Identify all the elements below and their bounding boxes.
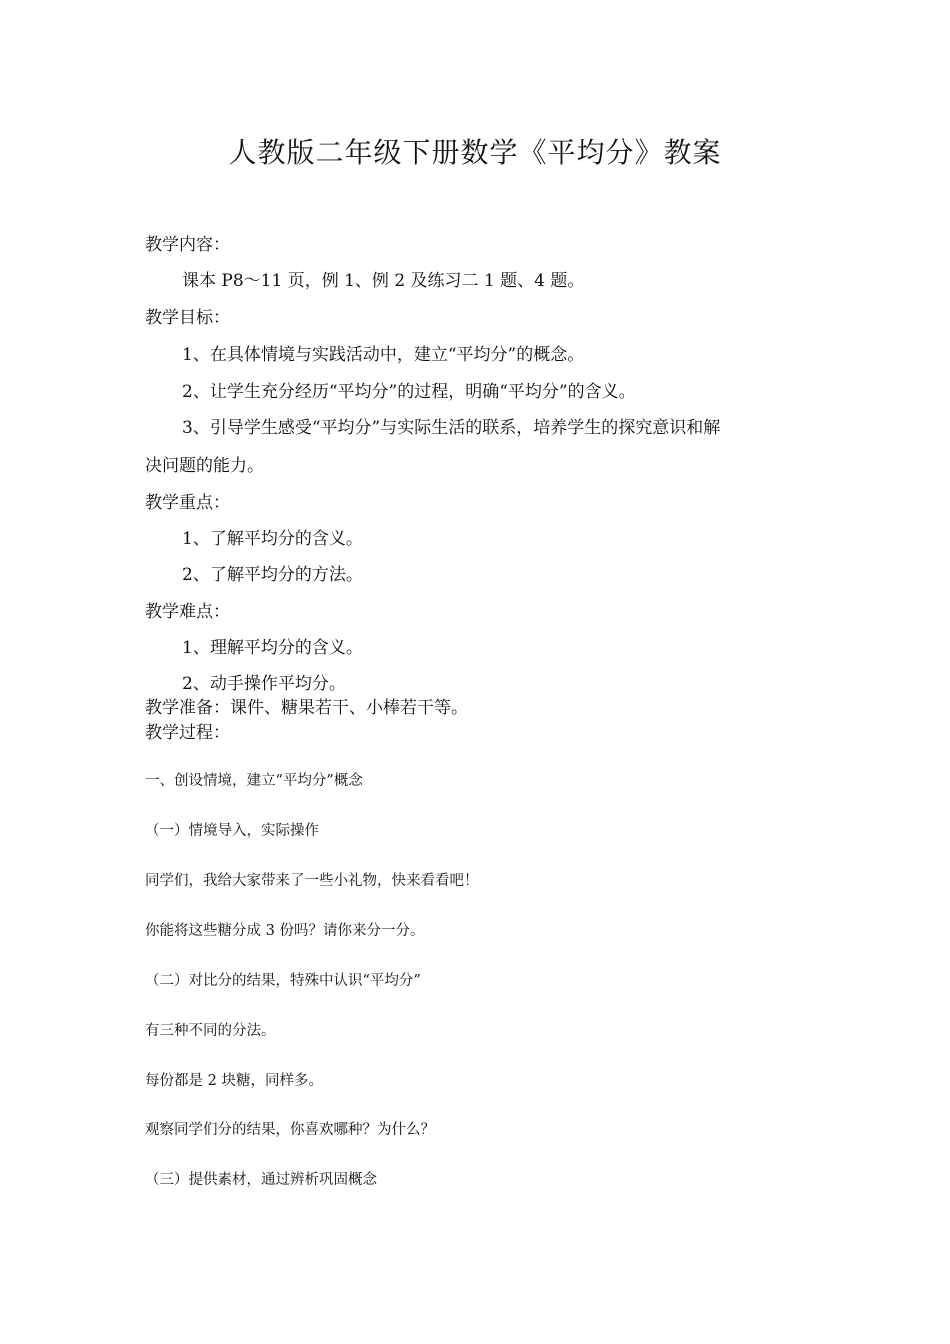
- key-points-heading: 教学重点：: [145, 493, 230, 513]
- process-paragraph: 有三种不同的分法。: [145, 1023, 276, 1039]
- key-point-item: 2、了解平均分的方法。: [182, 565, 363, 585]
- difficulty-item: 1、理解平均分的含义。: [182, 638, 363, 658]
- process-paragraph: 同学们，我给大家带来了一些小礼物，快来看看吧！: [145, 873, 479, 889]
- document-title: 人教版二年级下册数学《平均分》教案: [228, 136, 722, 169]
- process-paragraph: 你能将这些糖分成 3 份吗？请你来分一分。: [145, 923, 425, 939]
- goal-item: 2、让学生充分经历“平均分”的过程，明确“平均分”的含义。: [182, 382, 636, 402]
- process-subsection-heading: （三）提供素材，通过辨析巩固概念: [145, 1172, 377, 1188]
- process-subsection-heading: （二）对比分的结果，特殊中认识“平均分”: [145, 973, 421, 989]
- preparation-text: 教学准备：课件、糖果若干、小棒若干等。: [145, 698, 468, 718]
- difficulties-heading: 教学难点：: [145, 602, 230, 622]
- process-paragraph: 观察同学们分的结果，你喜欢哪种？为什么？: [145, 1122, 435, 1138]
- goal-item-continuation: 决问题的能力。: [145, 456, 264, 476]
- goal-item: 1、在具体情境与实践活动中，建立“平均分”的概念。: [182, 345, 585, 365]
- process-section-heading: 一、创设情境，建立“平均分”概念: [145, 773, 363, 789]
- key-point-item: 1、了解平均分的含义。: [182, 529, 363, 549]
- goal-item: 3、引导学生感受“平均分”与实际生活的联系，培养学生的探究意识和解: [182, 418, 721, 438]
- content-text: 课本 P8～11 页，例 1、例 2 及练习二 1 题、4 题。: [182, 271, 585, 291]
- process-paragraph: 每份都是 2 块糖，同样多。: [145, 1073, 323, 1089]
- difficulty-item: 2、动手操作平均分。: [182, 674, 346, 694]
- process-heading: 教学过程：: [145, 723, 230, 743]
- goals-heading: 教学目标：: [145, 308, 230, 328]
- content-heading: 教学内容：: [145, 235, 230, 255]
- process-subsection-heading: （一）情境导入，实际操作: [145, 823, 319, 839]
